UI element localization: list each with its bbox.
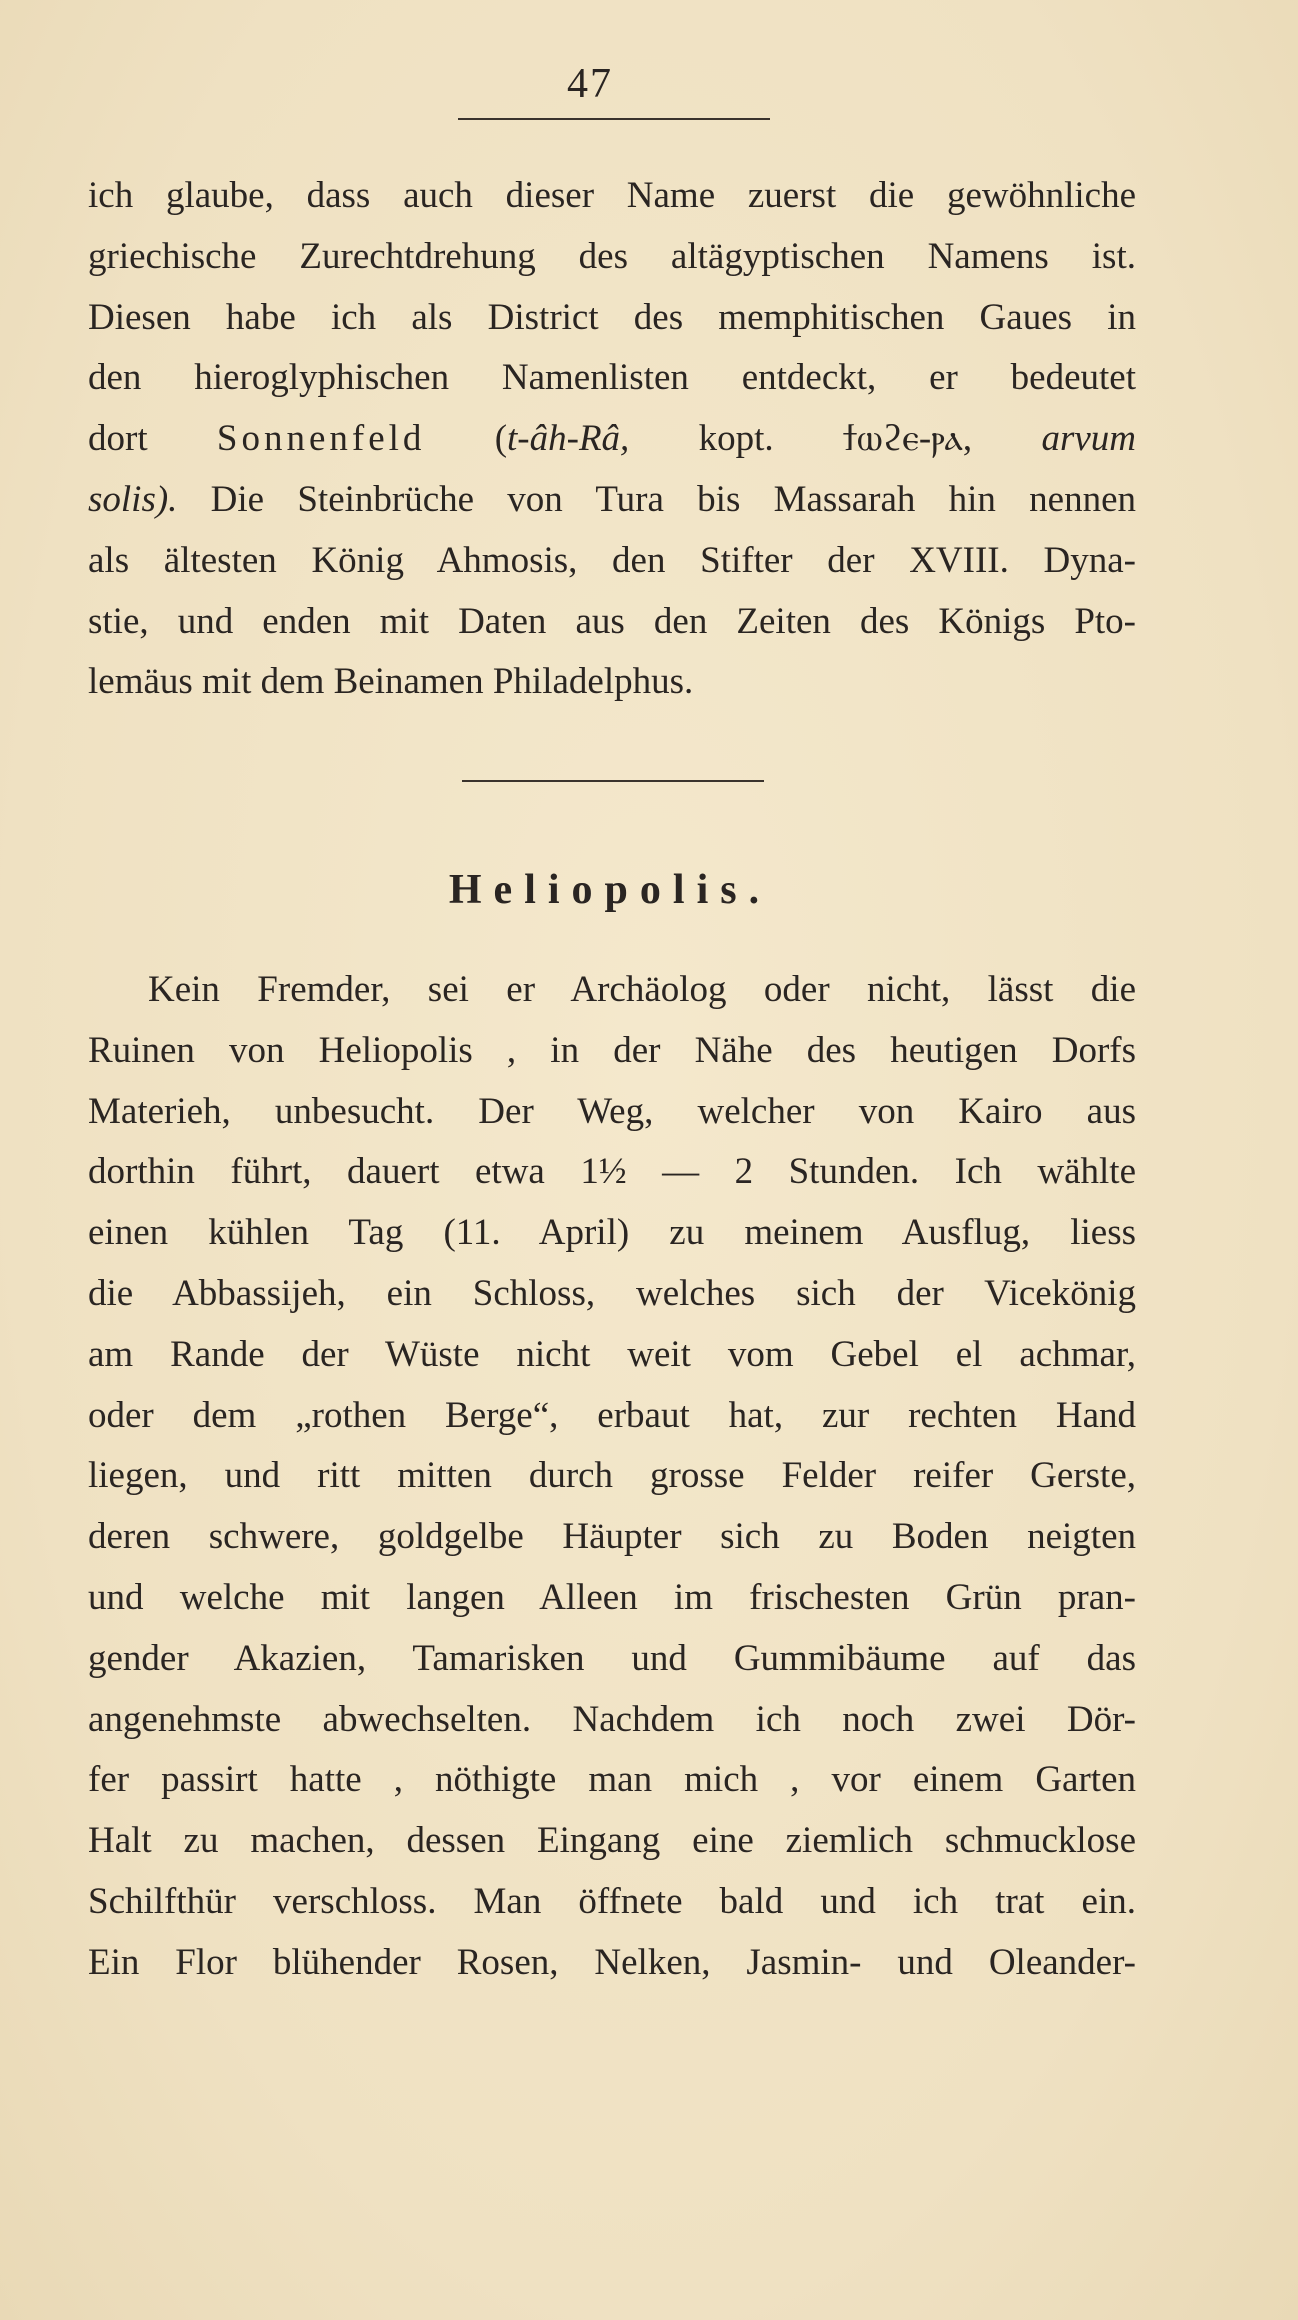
text-line: und welche mit langen Alleen im frischesten Grün pran- [88,1576,1136,1618]
text-line: deren schwere, goldgelbe Häupter sich zu Boden neigten [88,1516,1136,1558]
text-line [88,409,1136,470]
text-line [88,470,1136,531]
section-title: Heliopolis. [448,867,772,913]
header-rule [458,118,770,120]
section-divider [462,780,764,782]
text-line: Kein Fremder, sei er Archäolog oder nicht, lässt die [148,969,1136,1010]
spaced-term: Sonnenfeld [216,418,426,460]
italic-term: arvum [1041,418,1136,460]
italic-term: solis). [88,478,178,520]
text-line: Halt zu machen, dessen Eingang eine ziemlich schmucklose [88,1820,1136,1862]
text-line: lemäus mit dem Beinamen Philadelphus. [88,661,694,703]
paragraph-1 [88,166,1136,713]
text-line: gender Akazien, Tamarisken und Gummibäume auf das [88,1637,1136,1679]
text-line: angenehmste abwechselten. Nachdem ich noch zwei Dör- [88,1698,1136,1740]
text-line: ich glaube, dass auch dieser Name zuerst die gewöhnliche [88,175,1136,216]
text-line: griechische Zurechtdrehung des altägyptischen Namens ist. [88,235,1136,277]
text-line: liegen, und ritt mitten durch grosse Felder reifer Gerste, [88,1455,1136,1497]
text-line: als ältesten König Ahmosis, den Stifter der XVIII. Dyna- [88,539,1136,581]
text-line: einen kühlen Tag (11. April) zu meinem Ausflug, liess [88,1212,1136,1254]
text-line: am Rande der Wüste nicht weit vom Gebel el achmar, [88,1333,1136,1375]
text-line: die Abbassijeh, ein Schloss, welches sich der Vicekönig [88,1272,1136,1314]
italic-term: t-âh-Râ, [507,418,630,460]
text-line: Diesen habe ich als District des memphitischen Gaues in [88,296,1136,338]
text-line: Ruinen von Heliopolis , in der Nähe des heutigen Dorfs [88,1029,1136,1071]
text-segment: dort [88,418,217,460]
text-line: Ein Flor blühender Rosen, Nelken, Jasmin- und Oleander- [88,1941,1136,1983]
text-line: den hieroglyphischen Namenlisten entdeckt, er bedeutet [88,357,1136,399]
text-line: Schilfthür verschloss. Man öffnete bald und ich trat ein. [88,1880,1136,1922]
text-line: fer passirt hatte , nöthigte man mich , vor einem Garten [88,1759,1136,1801]
coptic-term: kopt. ϯⲱϩⲉ-ⲣⲁ, [629,418,1042,460]
text-segment: ( [425,418,508,460]
text-line: dorthin führt, dauert etwa 1½ — 2 Stunden. Ich wählte [88,1151,1136,1193]
text-segment: Die Steinbrüche von Tura bis Massarah hin nennen [177,478,1136,520]
page-number: 47 [567,61,613,107]
paragraph-2 [88,960,1136,1994]
text-line: stie, und enden mit Daten aus den Zeiten des Königs Pto- [88,600,1136,642]
text-line: oder dem „rothen Berge“, erbaut hat, zur rechten Hand [88,1394,1136,1436]
text-line: Materieh, unbesucht. Der Weg, welcher von Kairo aus [88,1090,1136,1132]
